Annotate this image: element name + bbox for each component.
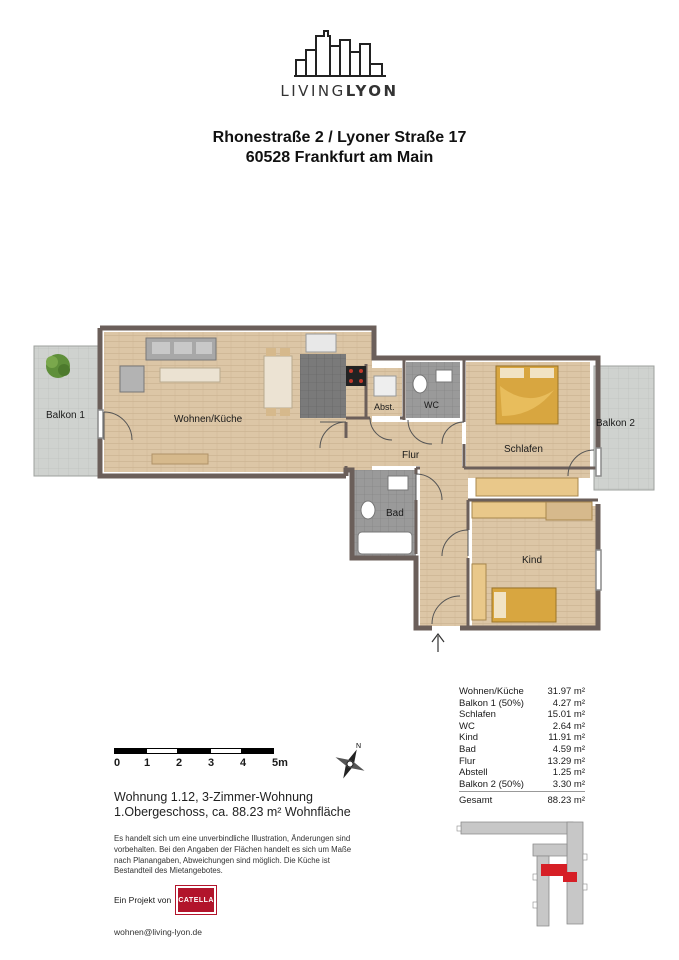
- area-row: [459, 744, 585, 756]
- catella-logo-text: CATELLA: [178, 896, 214, 904]
- label-wohnen: Wohnen/Küche: [174, 414, 243, 425]
- area-row: [459, 767, 585, 779]
- area-name: WC: [459, 720, 475, 732]
- apartment-info: [114, 790, 351, 820]
- area-row: [459, 732, 585, 744]
- area-value: 4.59 m²: [552, 743, 585, 755]
- area-value: 1.25 m²: [552, 767, 585, 779]
- scale-segment: [178, 748, 210, 754]
- wardrobe-kind-icon: [472, 502, 548, 518]
- wc-basin-icon: [436, 370, 452, 382]
- area-name: Schlafen: [459, 709, 496, 721]
- scale-segment: [146, 748, 178, 754]
- area-row: [459, 721, 585, 733]
- label-balkon2: Balkon 2: [596, 418, 635, 429]
- scale-label: 2: [176, 757, 183, 769]
- area-total-value: 88.23 m²: [547, 795, 585, 806]
- kind-cabinet-icon: [472, 564, 486, 620]
- area-name: Balkon 1 (50%): [459, 697, 524, 709]
- scale-label: 0: [114, 757, 121, 769]
- scale-segment: [210, 748, 242, 754]
- scale-label: 5m: [272, 757, 288, 769]
- area-row: [459, 698, 585, 710]
- area-row: [459, 709, 585, 721]
- area-value: 31.97 m²: [547, 686, 585, 697]
- address-line1: Rhonestraße 2 / Lyoner Straße 17: [212, 129, 467, 146]
- apartment-line2: 1.Obergeschoss, ca. 88.23 m² Wohnfläche: [114, 805, 351, 819]
- stove-icon: [346, 366, 366, 386]
- window-balcony1: [98, 410, 103, 438]
- area-name: Bad: [459, 743, 476, 755]
- area-value: 3.30 m²: [552, 778, 585, 790]
- desk-icon: [546, 502, 592, 520]
- logo: [0, 28, 679, 100]
- address: [0, 128, 679, 168]
- scale-segment: [114, 748, 146, 754]
- skyline-icon: [294, 28, 386, 78]
- disclaimer: Es handelt sich um eine unverbindliche Illustration, Änderungen sind vorbehalten. Bei den Angaben der Flächen handelt es sich um Maße nach Planangaben, Abweichungen sind möglich. Die Küche ist Bestandteil des Mietangebotes.: [114, 834, 352, 876]
- brand-part2: LYON: [345, 82, 399, 100]
- scale-label: 3: [208, 757, 215, 769]
- area-total-row: [459, 791, 585, 806]
- area-value: 11.91 m²: [548, 732, 585, 744]
- area-name: Abstell: [459, 767, 488, 779]
- sofa-icon: [146, 338, 216, 360]
- compass-icon: [332, 740, 368, 782]
- label-balkon1: Balkon 1: [46, 410, 85, 421]
- area-table: [459, 686, 585, 790]
- area-value: 13.29 m²: [547, 755, 585, 767]
- wardrobe-schlafen-icon: [476, 478, 578, 496]
- label-abstell: Abst.: [374, 402, 395, 412]
- bad-basin-icon: [388, 476, 408, 490]
- window-balcony2: [596, 448, 601, 476]
- brand-part1: LIVING: [280, 82, 346, 100]
- compass-north-label: N: [356, 743, 362, 750]
- area-total-label: Gesamt: [459, 795, 493, 806]
- window-kind: [596, 550, 601, 590]
- scale-label: 1: [144, 757, 151, 769]
- project-label: Ein Projekt von: [114, 895, 172, 905]
- kitchen-floor: [300, 354, 346, 418]
- area-name: Balkon 2 (50%): [459, 778, 524, 790]
- address-line2: 60528 Frankfurt am Main: [245, 149, 434, 166]
- area-name: Flur: [459, 755, 476, 767]
- label-schlafen: Schlafen: [504, 444, 543, 455]
- scale-label: 4: [240, 757, 247, 769]
- coffee-table-icon: [160, 368, 220, 382]
- area-value: 15.01 m²: [547, 709, 585, 721]
- sink-icon: [306, 334, 336, 352]
- label-flur: Flur: [402, 450, 420, 461]
- catella-logo: [176, 886, 216, 914]
- brand-name: [0, 82, 679, 100]
- project-credit: [114, 886, 216, 914]
- floor-plan: [28, 318, 660, 663]
- area-row: [459, 756, 585, 768]
- area-row: [459, 779, 585, 791]
- dining-table-icon: [264, 348, 292, 416]
- contact-email[interactable]: wohnen@living-lyon.de: [114, 927, 203, 937]
- bathtub-icon: [358, 532, 412, 554]
- label-bad: Bad: [386, 508, 404, 519]
- single-bed-icon: [492, 588, 556, 622]
- area-value: 2.64 m²: [552, 720, 585, 732]
- label-kind: Kind: [522, 555, 543, 566]
- apartment-line1: Wohnung 1.12, 3-Zimmer-Wohnung: [114, 790, 313, 804]
- area-name: Wohnen/Küche: [459, 686, 524, 697]
- plant-icon: [46, 354, 70, 378]
- area-value: 4.27 m²: [552, 697, 585, 709]
- scale-segment: [242, 748, 274, 754]
- washer-icon: [374, 376, 396, 396]
- area-name: Kind: [459, 732, 479, 744]
- sideboard-icon: [152, 454, 208, 464]
- entry-arrow-icon: [432, 634, 444, 652]
- double-bed-icon: [496, 366, 558, 424]
- armchair-icon: [120, 366, 144, 392]
- area-row: [459, 686, 585, 698]
- site-plan: [455, 814, 590, 934]
- label-wc: WC: [424, 400, 439, 410]
